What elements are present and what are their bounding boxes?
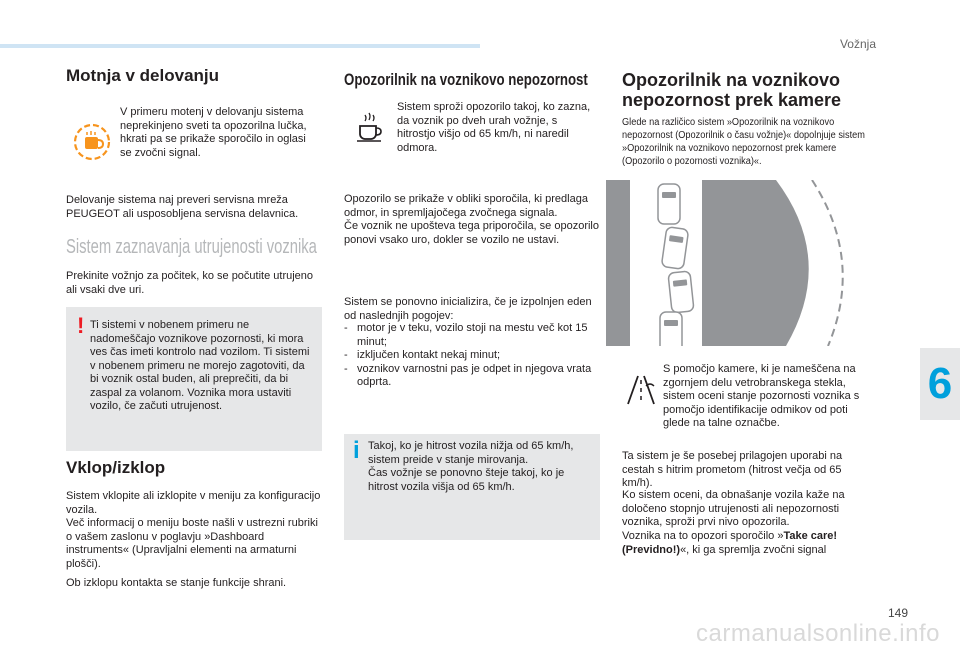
reinit-conditions-list (344, 322, 600, 390)
chapter-number: 6 (927, 359, 953, 408)
watermark: carmanualsonline.info (696, 620, 940, 647)
camera-title: Opozorilnik na voznikovo nepozornost prek kamere (622, 70, 842, 110)
speed-text: Ta sistem je še posebej prilagojen uporabi na cestah s hitrim prometom (hitrost večja od 65 km/h). (622, 450, 843, 489)
warning-suffix: «, ki ga spremlja zvočni signal (680, 543, 827, 556)
alert-text: Sistem sproži opozorilo takoj, ko zazna, da voznik po dveh urah vožnje, s hitrostjo višjo od 65 km/h, ni naredil odmora. (397, 101, 591, 154)
attention-title: Opozorilnik na voznikovo nepozornost (344, 70, 588, 89)
warning-bold: Take care! (Previdno!) (622, 530, 838, 556)
info-note (344, 434, 600, 540)
warning-note (66, 307, 322, 451)
header-accent-bar (0, 44, 480, 48)
fault-title: Motnja v delovanju (66, 66, 220, 85)
list-item: - voznikov varnostni pas je odpet in njegova vrata odprta. (344, 363, 600, 390)
service-text: Delovanje sistema naj preveri servisna mreža PEUGEOT ali usposobljena servisna delavnica. (66, 194, 299, 220)
warning-message-text (622, 530, 876, 557)
lane-camera-icon (622, 370, 660, 408)
page-number: 149 (887, 606, 908, 620)
fatigue-text: Prekinite vožnjo za počitek, ko se počutite utrujeno ali vsaki dve uri. (66, 270, 314, 296)
onoff-text: Sistem vklopite ali izklopite v meniju za konfiguracijo vozila. Več informacij o meniju boste našli v ustrezni rubriki o vašem zaslonu v poglavju »Dashboard instruments« (Upravljalni elementi na armaturni plošči). (66, 490, 321, 570)
fault-text: V primeru motenj v delovanju sistema neprekinjeno sveti ta opozorilna lučka, hkrati pa se prikaže sporočilo in oglasi se zvočni signal. (120, 106, 307, 159)
fatigue-title: Sistem zaznavanja utrujenosti voznika (66, 236, 317, 258)
chapter-tab (920, 348, 960, 420)
onoff-title: Vklop/izklop (66, 458, 166, 477)
coffee-cup-icon (354, 110, 388, 144)
section-title: Vožnja (839, 37, 876, 51)
coffee-warning-lamp-icon (72, 122, 112, 162)
camera-text: S pomočjo kamere, ki je nameščena na zgornjem delu vetrobranskega stekla, sistem oceni stanje pozornosti voznika s pomočjo identifikacije odmikov od poti glede na talne označbe. (663, 363, 860, 429)
ignition-text: Ob izklopu kontakta se stanje funkcije shrani. (66, 577, 287, 589)
reinit-intro: Sistem se ponovno inicializira, če je izpolnjen eden od naslednjih pogojev: (344, 296, 592, 322)
list-item: - izključen kontakt nekaj minut; (344, 349, 600, 363)
warning-prefix: Voznika na to opozori sporočilo » (622, 530, 784, 542)
exclamation-icon: ! (77, 313, 85, 338)
message-text: Opozorilo se prikaže v obliki sporočila, ki predlaga odmor, in spremljajočega zvočnega signala. Če voznik ne upošteva tega priporočila, se opozorilo ponovi vsako uro, dokler se vozilo ne ustavi. (344, 193, 599, 246)
lane-departure-illustration (606, 180, 872, 346)
warning-text: Ti sistemi v nobenem primeru ne nadomeščajo voznikove pozornosti, ki mora ves čas imeti kontrolo nad vozilom. Ti sistemi v nobenem primeru ne morejo zagotoviti, da bi voznik ostal buden, ali preprečiti, da bi zaspal za volanom. Voznika mora ustaviti vozilo, če začuti utrujenost. (90, 319, 310, 412)
info-text: Takoj, ko je hitrost vozila nižja od 65 km/h, sistem preide v stanje mirovanja. Čas vožnje se ponovno šteje takoj, ko je hitrost vozila višja od 65 km/h. (368, 440, 574, 493)
list-item: - motor je v teku, vozilo stoji na mestu več kot 15 minut; (344, 322, 600, 349)
info-icon: i (353, 437, 360, 464)
intro-text: Glede na različico sistem »Opozorilnik na voznikovo nepozornost (Opozorilnik o času vožnje)« dopolnjuje sistem »Opozorilnik na voznikovo nepozornost prek kamere (Opozorilo o pozornosti voznika)«. (622, 117, 865, 167)
level-text: Ko sistem oceni, da obnašanje vozila kaže na določeno stopnjo utrujenosti ali nepozornosti voznika, sproži prvi nivo opozorila. (622, 489, 845, 528)
